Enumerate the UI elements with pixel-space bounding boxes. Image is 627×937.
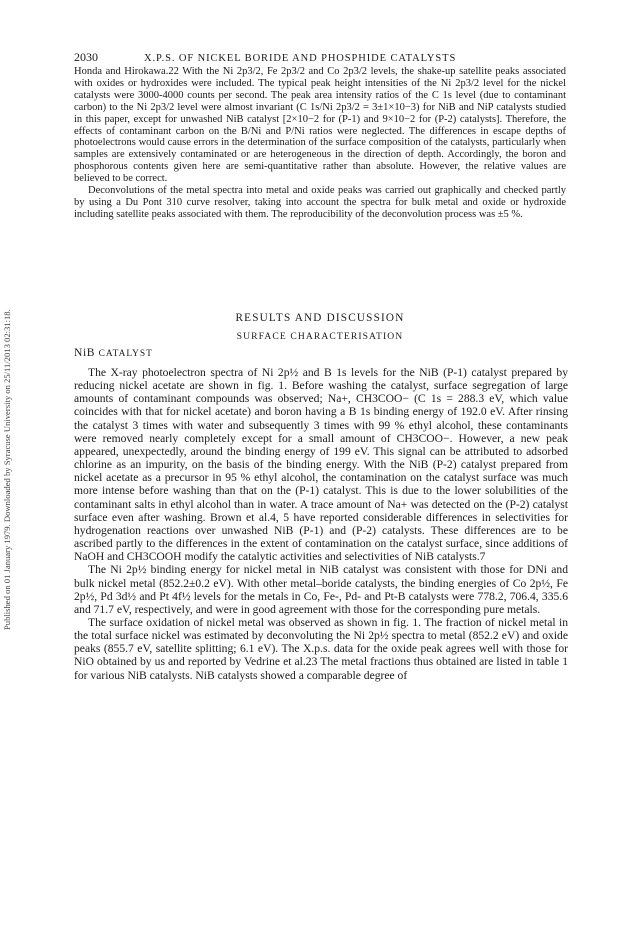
body-paragraph: The X-ray photoelectron spectra of Ni 2p½ and B 1s levels for the NiB (P-1) catalyst prepared by reducing nickel acetate are shown in fig. 1. Before washing the catalyst, surface segregation of large amounts of contaminant compounds was observed; Na+, CH3COO− (C 1s = 288.3 eV, which value coincides with that for nickel acetate) and boron having a B 1s binding energy of 192.0 eV. After rinsing the catalyst 3 times with water and subsequently 3 times with 99 % ethyl alcohol, these contaminants were removed nearly completely except for a small amount of CH3COO−. However, a new peak appeared, unexpectedly, around the binding energy of 199 eV. This signal can be attributed to adsorbed chlorine as an impurity, on the basis of the binding energy. With the NiB (P-2) catalyst prepared from nickel acetate as a precursor in 95 % ethyl alcohol, the contamination on the catalyst surface was much more intense before washing than that on the (P-1) catalyst. This is due to the lower solubilities of the contaminant salts in ethyl alcohol than in water. A trace amount of Na+ was detected on the (P-2) catalyst surface even after washing. Brown et al.4, 5 have reported considerable differences in selectivities for hydrogenation reactions over unwashed NiB (P-1) and (P-2) catalysts. These differences are to be ascribed partly to the differences in the extent of contamination on the catalyst surface, since additions of NaOH and CH3COOH modify the catalytic activities and selectivities of NiB catalysts.7 <box>74 366 568 564</box>
running-title: X.P.S. OF NICKEL BORIDE AND PHOSPHIDE CATALYSTS <box>144 53 457 64</box>
section-heading: RESULTS AND DISCUSSION <box>235 312 405 324</box>
body-paragraph: The Ni 2p½ binding energy for nickel metal in NiB catalyst was consistent with those for DNi and bulk nickel metal (852.2±0.2 eV). With other metal–boride catalysts, the binding energies of Co 2p½, Fe 2p½, Pd 3d½ and Pt 4f½ levels for the metals in Co, Fe-, Pd- and Pt-B catalysts were 778.2, 706.4, 335.6 and 71.7 eV, respectively, and were in good agreement with those for the corresponding pure metals. <box>74 563 568 616</box>
body-text <box>74 366 568 682</box>
page-number: 2030 <box>74 50 98 64</box>
running-header <box>74 50 564 66</box>
intro-paragraph: Deconvolutions of the metal spectra into metal and oxide peaks was carried out graphically and checked partly by using a Du Pont 310 curve resolver, taking into account the spectra for bulk metal and oxide or hydroxide including satellite peaks associated with them. The reproducibility of the deconvolution process was ±5 %. <box>74 185 566 220</box>
body-paragraph: The surface oxidation of nickel metal was observed as shown in fig. 1. The fraction of nickel metal in the total surface nickel was estimated by deconvoluting the Ni 2p½ spectra to metal (852.2 eV) and oxide peaks (855.7 eV, satellite splitting; 6.1 eV). The X.p.s. data for the oxide peak agrees well with those for NiO obtained by us and reported by Vedrine et al.23 The metal fractions thus obtained are listed in table 1 for various NiB catalysts. NiB catalysts showed a comparable degree of <box>74 615 568 682</box>
heading-lead: NiB <box>74 346 96 359</box>
intro-paragraph: Honda and Hirokawa.22 With the Ni 2p3/2, Fe 2p3/2 and Co 2p3/2 levels, the shake-up satellite peaks associated with oxides or hydroxides were included. The typical peak height intensities of the Ni 2p3/2 level for the nickel catalysts were 3000-4000 counts per second. The peak area intensity ratios of the C 1s level (due to contaminant carbon) to the Ni 2p3/2 level were almost invariant (C 1s/Ni 2p3/2 = 3±1×10−3) for NiB and NiP catalysts studied in this paper, except for unwashed NiB catalyst [2×10−2 for (P-1) and 9×10−2 for (P-2) catalysts]. Therefore, the effects of contaminant carbon on the B/Ni and P/Ni ratios were neglected. The differences in escape depths of photoelectrons would cause errors in the determination of the surface composition of the catalysts, particularly when samples are extensively contaminated or are heterogeneous in the direction of depth. Accordingly, the boron and phosphorous contents given here are semi-quantitative rather than absolute. However, the relative values are believed to be correct. <box>74 66 566 185</box>
intro-text <box>74 66 566 221</box>
subsubsection-heading <box>74 346 153 359</box>
heading-rest: CATALYST <box>98 349 153 359</box>
download-notice: Published on 01 January 1979. Downloaded by Syracuse University on 25/11/2013 02:31:18. <box>2 309 12 631</box>
subsection-heading: SURFACE CHARACTERISATION <box>236 331 404 342</box>
